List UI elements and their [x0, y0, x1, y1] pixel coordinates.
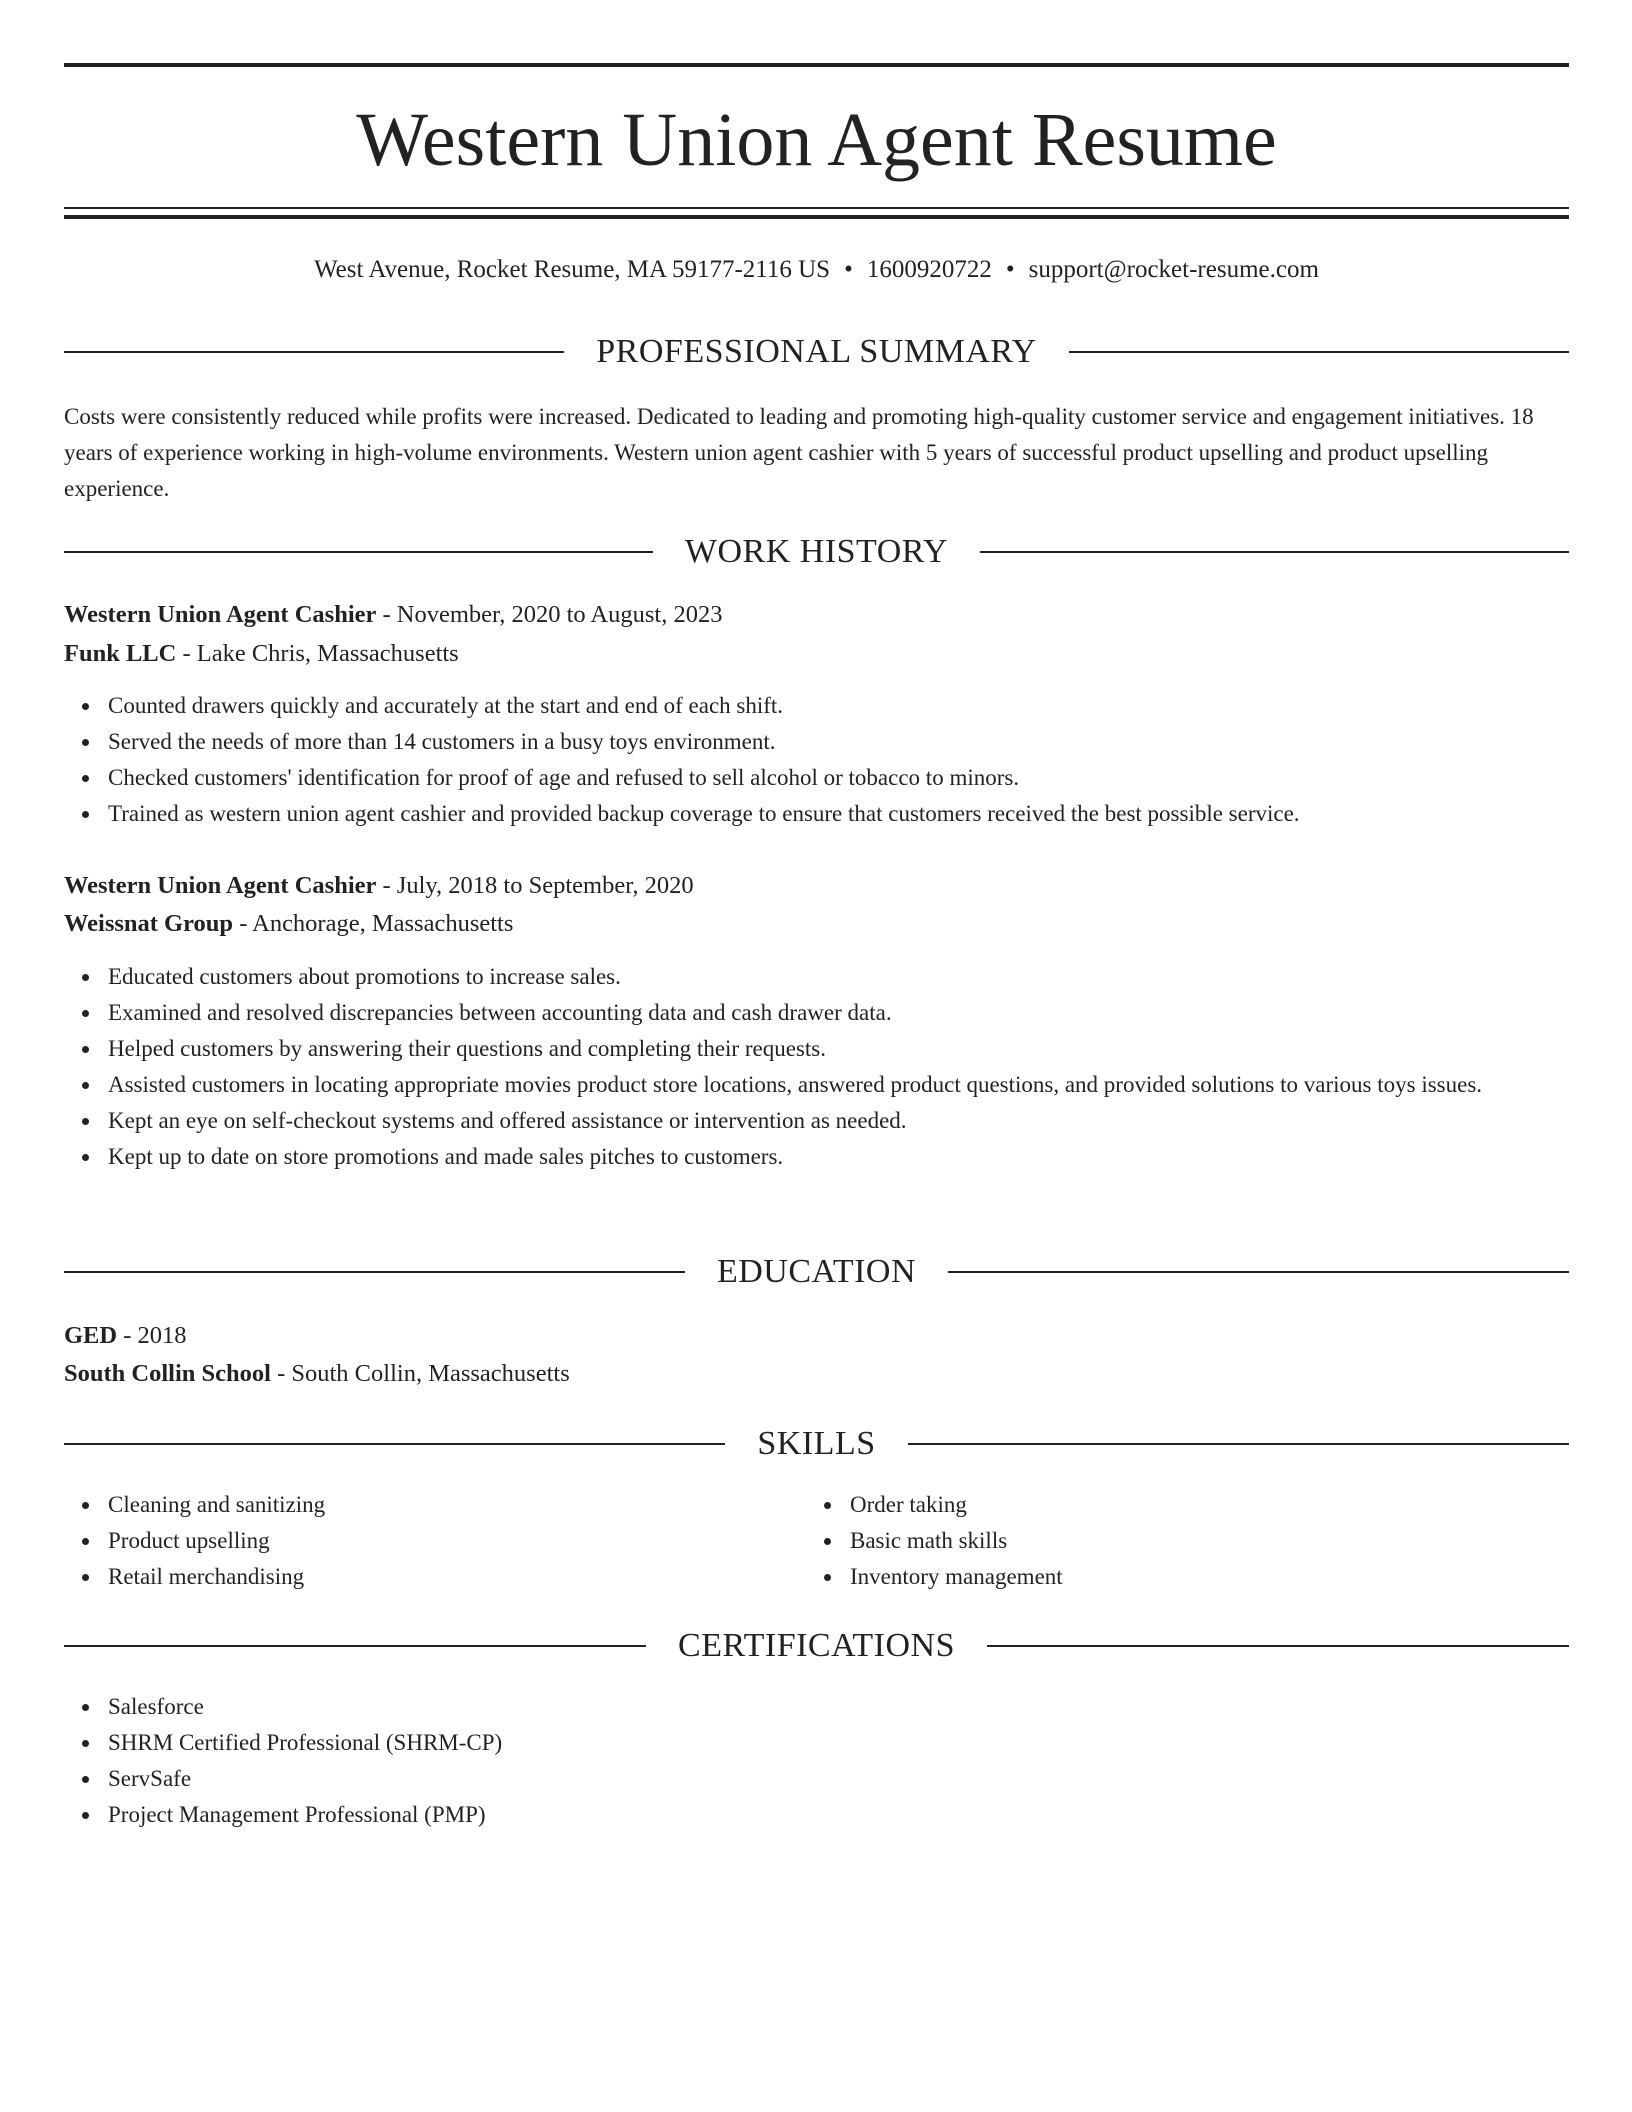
top-rule	[64, 63, 1569, 67]
job-1-title: Western Union Agent Cashier	[64, 601, 377, 628]
section-header-summary	[64, 330, 1569, 374]
education-degree-line	[64, 1318, 187, 1354]
list-item: Served the needs of more than 14 customers in a busy toys environment.	[108, 724, 1569, 760]
education-school-line	[64, 1356, 570, 1392]
job-1-title-line	[64, 597, 722, 633]
list-item: Counted drawers quickly and accurately at the start and end of each shift.	[108, 688, 1569, 724]
section-rule	[987, 1645, 1569, 1647]
section-header-work	[64, 530, 1569, 574]
job-1-company: Funk LLC	[64, 640, 177, 667]
section-rule	[64, 1645, 646, 1647]
list-item: Helped customers by answering their questions and completing their requests.	[108, 1031, 1569, 1067]
list-item: Retail merchandising	[108, 1559, 768, 1595]
list-item: Checked customers' identification for proof of age and refused to sell alcohol or tobacco to minors.	[108, 760, 1569, 796]
contact-phone: 1600920722	[866, 256, 992, 283]
job-2-title: Western Union Agent Cashier	[64, 872, 377, 899]
list-item: ServSafe	[108, 1761, 1569, 1797]
list-item: Order taking	[850, 1487, 1510, 1523]
section-rule	[64, 351, 564, 353]
section-title-certifications: CERTIFICATIONS	[678, 1627, 955, 1664]
summary-text: Costs were consistently reduced while profits were increased. Dedicated to leading and promoting high-quality customer service and engagement initiatives. 18 years of experience working in high-volume environments. Western union agent cashier with 5 years of successful product upselling and product upselling experience.	[64, 404, 1534, 501]
list-item: Product upselling	[108, 1523, 768, 1559]
list-item: Basic math skills	[850, 1523, 1510, 1559]
education-school: South Collin School	[64, 1360, 271, 1387]
education-degree: GED	[64, 1322, 118, 1349]
section-rule	[908, 1443, 1569, 1445]
list-item: Kept up to date on store promotions and made sales pitches to customers.	[108, 1139, 1569, 1175]
section-rule	[980, 551, 1569, 553]
section-rule	[64, 1443, 725, 1445]
list-item: Salesforce	[108, 1689, 1569, 1725]
section-header-certifications	[64, 1624, 1569, 1668]
section-rule	[64, 1271, 685, 1273]
list-item: Trained as western union agent cashier and provided backup coverage to ensure that customers received the best possible service.	[108, 796, 1569, 832]
section-title-summary: PROFESSIONAL SUMMARY	[596, 333, 1037, 370]
contact-separator: •	[844, 256, 853, 283]
section-rule	[1069, 351, 1569, 353]
section-rule	[64, 551, 653, 553]
skills-list-right	[806, 1487, 1510, 1595]
contact-email[interactable]: support@rocket-resume.com	[1028, 256, 1319, 283]
education-year: - 2018	[117, 1322, 187, 1349]
job-1-bullets	[64, 688, 1569, 832]
list-item: Cleaning and sanitizing	[108, 1487, 768, 1523]
contact-line	[64, 254, 1569, 286]
job-1-dates: - November, 2020 to August, 2023	[376, 601, 723, 628]
resume-title: Western Union Agent Resume	[356, 98, 1277, 182]
job-1-company-line	[64, 636, 459, 672]
job-2-location: - Anchorage, Massachusetts	[233, 910, 514, 937]
list-item: Assisted customers in locating appropriate movies product store locations, answered product questions, and provided solutions to various toys issues.	[108, 1067, 1569, 1103]
list-item: Kept an eye on self-checkout systems and offered assistance or intervention as needed.	[108, 1103, 1569, 1139]
skills-list-left	[64, 1487, 768, 1595]
section-title-education: EDUCATION	[716, 1253, 917, 1290]
job-2-bullets	[64, 959, 1569, 1175]
job-2-company-line	[64, 906, 513, 942]
list-item: Educated customers about promotions to increase sales.	[108, 959, 1569, 995]
certifications-list	[64, 1689, 1569, 1833]
education-location: - South Collin, Massachusetts	[270, 1360, 570, 1387]
contact-separator: •	[1005, 256, 1015, 283]
job-1-location: - Lake Chris, Massachusetts	[176, 640, 459, 667]
section-header-education	[64, 1250, 1569, 1294]
list-item: Examined and resolved discrepancies between accounting data and cash drawer data.	[108, 995, 1569, 1031]
job-2-title-line	[64, 868, 694, 904]
job-2-dates: - July, 2018 to September, 2020	[376, 872, 694, 899]
section-header-skills	[64, 1422, 1569, 1466]
section-rule	[948, 1271, 1569, 1273]
section-title-skills: SKILLS	[757, 1425, 876, 1462]
list-item: SHRM Certified Professional (SHRM-CP)	[108, 1725, 1569, 1761]
job-2-company: Weissnat Group	[64, 910, 234, 937]
list-item: Inventory management	[850, 1559, 1510, 1595]
list-item: Project Management Professional (PMP)	[108, 1797, 1569, 1833]
title-double-rule	[64, 207, 1569, 219]
section-title-work: WORK HISTORY	[684, 533, 949, 570]
contact-address: West Avenue, Rocket Resume, MA 59177-2116 US	[314, 256, 831, 283]
